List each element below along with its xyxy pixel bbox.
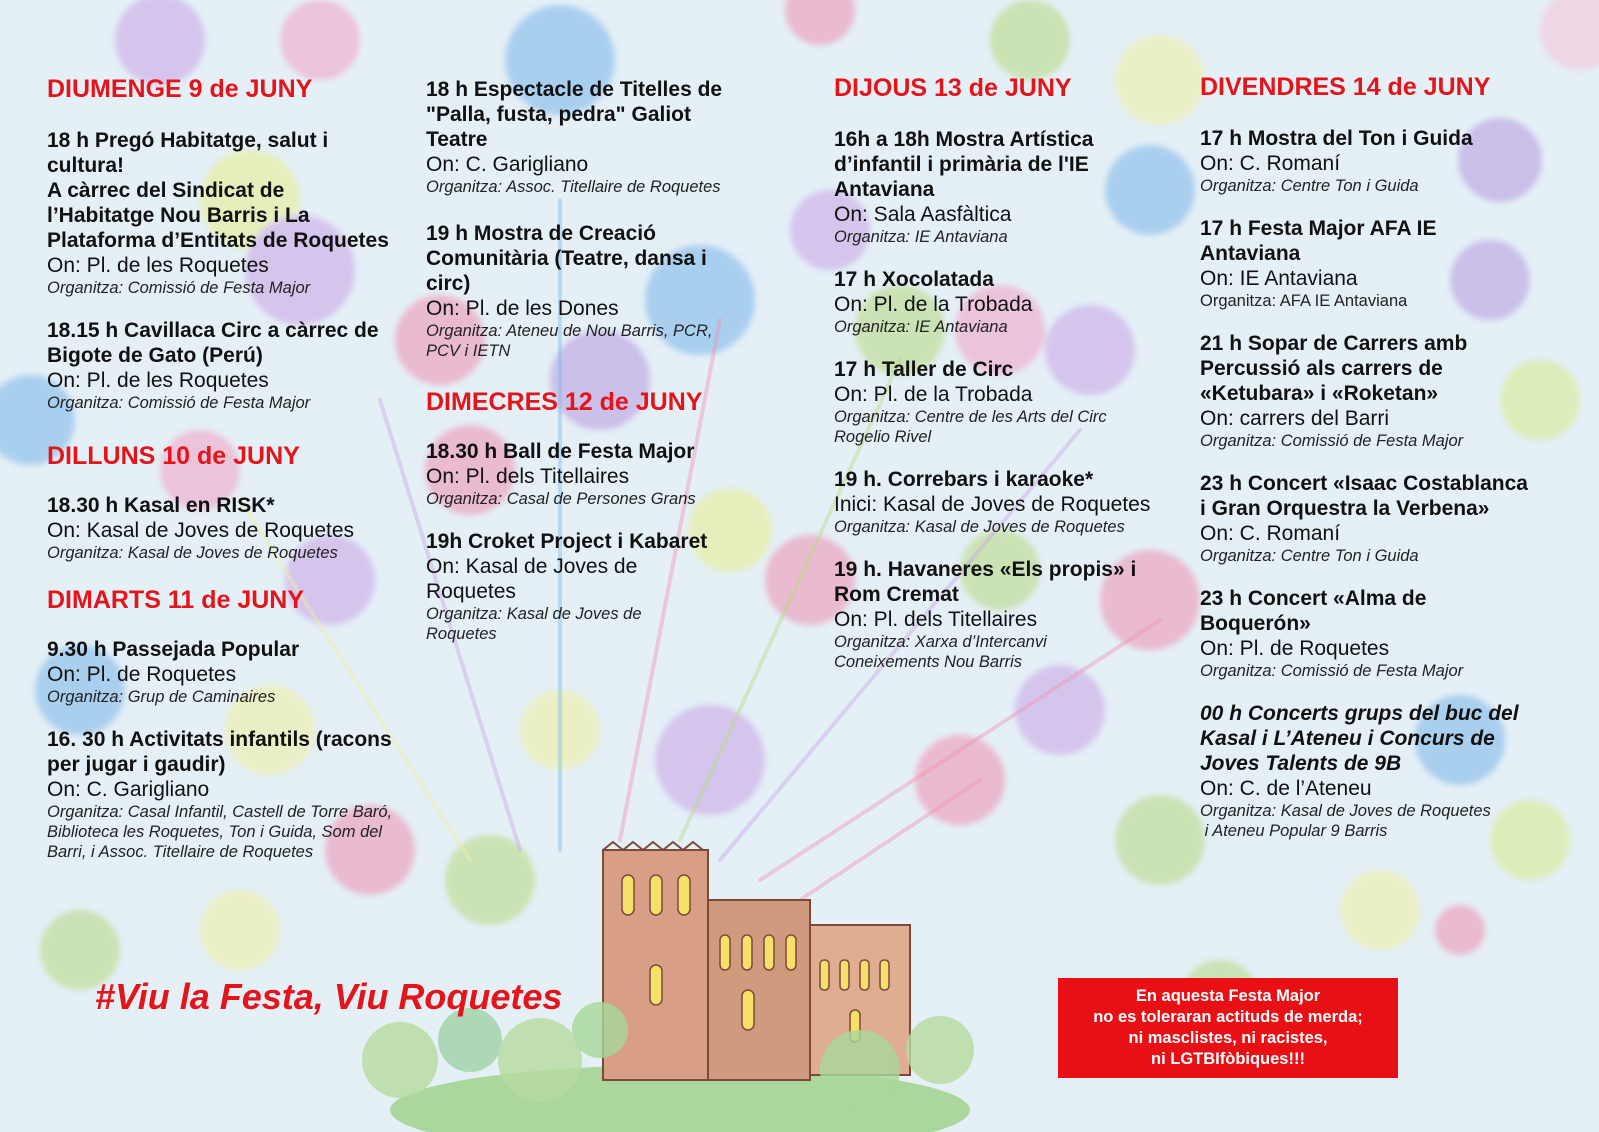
event-organizer: Organitza: Centre de les Arts del Circ Rogelio Rivel — [834, 408, 1107, 446]
event-organizer: Organitza: IE Antaviana — [834, 228, 1008, 246]
event-organizer: Organitza: AFA IE Antaviana — [1200, 292, 1408, 310]
event-organizer: Organitza: Comissió de Festa Major — [47, 394, 311, 412]
event-title: 18.15 h Cavillaca Circ a càrrec de Bigote de Gato (Perú) — [47, 319, 379, 367]
day-heading: DIJOUS 13 de JUNY — [834, 74, 1072, 102]
event-location: On: IE Antaviana — [1200, 267, 1358, 290]
event-location: On: C. Romaní — [1200, 522, 1341, 545]
event-title: 9.30 h Passejada Popular — [47, 638, 300, 661]
event — [834, 467, 1179, 537]
event-organizer: Organitza: Centre Ton i Guida — [1200, 177, 1419, 195]
column-2 — [426, 77, 746, 644]
event-location: On: Pl. de Roquetes — [1200, 637, 1390, 660]
event — [47, 128, 397, 298]
event — [47, 318, 397, 413]
event-title: 18 h Pregó Habitatge, salut i cultura! — [47, 129, 329, 177]
event-organizer: Organitza: Comissió de Festa Major — [47, 279, 311, 297]
event-location: On: Pl. dels Titellaires — [426, 465, 630, 488]
event-organizer: Organitza: Centre Ton i Guida — [1200, 547, 1419, 565]
event-location: On: C. Garigliano — [47, 778, 210, 801]
event-location: On: Pl. de les Roquetes — [47, 369, 269, 392]
event — [1200, 586, 1535, 681]
event-title: 23 h Concert «Isaac Costablanca i Gran Orquestra la Verbena» — [1200, 472, 1528, 520]
event-title: 18.30 h Kasal en RISK* — [47, 494, 275, 517]
notice-line: no es toleraran actituds de merda; — [1093, 1008, 1363, 1026]
event-title: 19 h. Correbars i karaoke* — [834, 468, 1094, 491]
event-location: On: Pl. de la Trobada — [834, 383, 1033, 406]
notice-line: ni LGTBIfòbiques!!! — [1151, 1050, 1305, 1068]
event-location: On: Kasal de Joves de Roquetes — [47, 519, 355, 542]
event-title: 19 h. Havaneres «Els propis» i Rom Cremat — [834, 558, 1137, 606]
event — [426, 221, 746, 361]
event-title: 17 h Xocolatada — [834, 268, 994, 291]
event-location: On: Kasal de Joves de Roquetes — [426, 555, 638, 603]
event — [834, 357, 1179, 447]
event-subtitle: A càrrec del Sindicat de l’Habitatge Nou Barris i La Plataforma d’Entitats de Roquetes — [47, 179, 389, 252]
event-location: On: Pl. de la Trobada — [834, 293, 1033, 316]
day-heading: DIVENDRES 14 de JUNY — [1200, 73, 1491, 101]
event-title: 19h Croket Project i Kabaret — [426, 530, 708, 553]
event-location: On: C. Romaní — [1200, 152, 1341, 175]
event-organizer: Organitza: Assoc. Titellaire de Roquetes — [426, 178, 721, 196]
event-organizer: Organitza: Kasal de Joves de Roquetes — [426, 605, 642, 643]
event-organizer: Organitza: Xarxa d’Intercanvi Coneixements Nou Barris — [834, 633, 1047, 671]
column-1 — [47, 74, 397, 862]
event-organizer: Organitza: Comissió de Festa Major — [1200, 662, 1464, 680]
event — [47, 637, 397, 707]
event-title: 16. 30 h Activitats infantils (racons per jugar i gaudir) — [47, 728, 392, 776]
event-title: 17 h Festa Major AFA IE Antaviana — [1200, 217, 1437, 265]
day-heading: DIMECRES 12 de JUNY — [426, 388, 703, 416]
event-location: On: Sala Aasfàltica — [834, 203, 1012, 226]
event — [1200, 471, 1535, 566]
event-title: 16h a 18h Mostra Artística d’infantil i primària de l'IE Antaviana — [834, 128, 1094, 201]
event — [1200, 216, 1535, 311]
event-location: On: Pl. de Roquetes — [47, 663, 237, 686]
day-heading: DIMARTS 11 de JUNY — [47, 586, 305, 614]
event-location: On: C. de l’Ateneu — [1200, 777, 1372, 800]
event-location: On: Pl. de les Roquetes — [47, 254, 269, 277]
event-title: 17 h Taller de Circ — [834, 358, 1014, 381]
event-organizer: Organitza: Kasal de Joves de Roquetes — [47, 544, 338, 562]
event-title: 18.30 h Ball de Festa Major — [426, 440, 695, 463]
day-heading: DIUMENGE 9 de JUNY — [47, 75, 313, 103]
event-organizer: Organitza: IE Antaviana — [834, 318, 1008, 336]
event-title: 21 h Sopar de Carrers amb Percussió als carrers de «Ketubara» i «Roketan» — [1200, 332, 1468, 405]
column-4 — [1200, 72, 1535, 841]
event-location: On: C. Garigliano — [426, 153, 589, 176]
event-location: On: carrers del Barri — [1200, 407, 1390, 430]
slogan: #Viu la Festa, Viu Roquetes — [95, 976, 563, 1017]
event-organizer: Organitza: Kasal de Joves de Roquetes — [1200, 802, 1491, 820]
notice-line: ni masclistes, ni racistes, — [1128, 1029, 1328, 1047]
event — [1200, 331, 1535, 451]
event-title: 00 h Concerts grups del buc del Kasal i L’Ateneu i Concurs de Joves Talents de 9B — [1200, 702, 1519, 775]
event-organizer: Organitza: Ateneu de Nou Barris, PCR, PCV i IETN — [426, 322, 713, 360]
notice-line: En aquesta Festa Major — [1135, 987, 1321, 1005]
event-organizer-2: i Ateneu Popular 9 Barris — [1200, 822, 1388, 840]
event — [1200, 701, 1535, 841]
event-location: On: Pl. de les Dones — [426, 297, 619, 320]
event — [834, 557, 1179, 672]
event-location: On: Pl. dels Titellaires — [834, 608, 1038, 631]
event-organizer: Organitza: Casal Infantil, Castell de Torre Baró, Biblioteca les Roquetes, Ton i Guida, Som del Barri, i Assoc. Titellaire de Roquetes — [47, 803, 393, 861]
event — [47, 493, 397, 563]
notice-box — [1058, 978, 1398, 1078]
event-title: 18 h Espectacle de Titelles de "Palla, fusta, pedra" Galiot Teatre — [426, 78, 723, 151]
event — [426, 529, 746, 644]
event-organizer: Organitza: Grup de Caminaires — [47, 688, 276, 706]
event-organizer: Organitza: Casal de Persones Grans — [426, 490, 696, 508]
event — [834, 267, 1179, 337]
event-title: 23 h Concert «Alma de Boquerón» — [1200, 587, 1427, 635]
event — [426, 77, 746, 197]
event-location: Inici: Kasal de Joves de Roquetes — [834, 493, 1151, 516]
event-title: 17 h Mostra del Ton i Guida — [1200, 127, 1473, 150]
event — [426, 439, 746, 509]
event — [834, 127, 1179, 247]
event — [47, 727, 397, 862]
event-organizer: Organitza: Comissió de Festa Major — [1200, 432, 1464, 450]
event-organizer: Organitza: Kasal de Joves de Roquetes — [834, 518, 1125, 536]
day-heading: DILLUNS 10 de JUNY — [47, 442, 300, 470]
event-title: 19 h Mostra de Creació Comunitària (Teatre, dansa i circ) — [426, 222, 707, 295]
column-3 — [834, 73, 1179, 672]
event — [1200, 126, 1535, 196]
